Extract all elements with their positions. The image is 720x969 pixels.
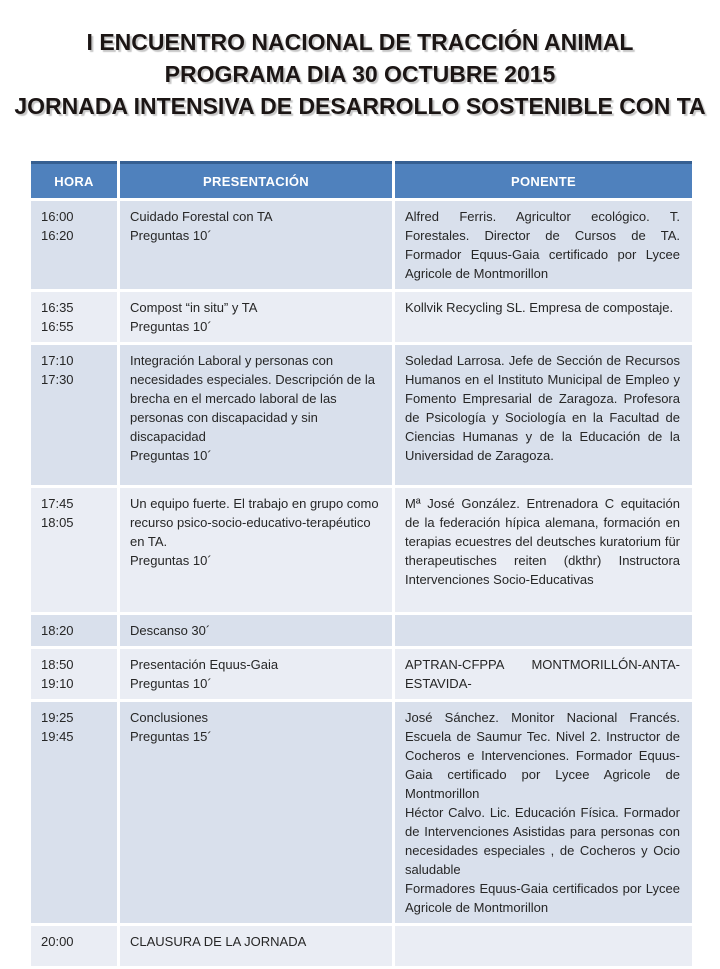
schedule-row [31, 649, 692, 699]
presentacion-cell [120, 345, 392, 485]
presentacion-line: Preguntas 10´ [130, 448, 212, 463]
schedule-row [31, 926, 692, 966]
hora-cell [31, 649, 117, 699]
ponente-paragraph: Kollvik Recycling SL. Empresa de compostaje. [405, 300, 674, 315]
hora-cell [31, 615, 117, 646]
presentacion-line: Preguntas 10´ [130, 676, 212, 691]
presentacion-cell [120, 702, 392, 923]
presentacion-line: Conclusiones [130, 710, 209, 725]
schedule-table [28, 158, 695, 969]
ponente-cell [395, 702, 692, 923]
column-header-hora: HORA [31, 161, 117, 198]
table-body [31, 201, 692, 966]
column-header-ponente: PONENTE [395, 161, 692, 198]
presentacion-line: Descanso 30´ [130, 623, 211, 638]
ponente-cell [395, 488, 692, 612]
hora-line: 19:45 [41, 729, 74, 744]
hora-line: 18:20 [41, 623, 74, 638]
page-title [0, 0, 720, 122]
hora-line: 20:00 [41, 934, 74, 949]
column-header-presentacion: PRESENTACIÓN [120, 161, 392, 198]
hora-line: 16:20 [41, 228, 74, 243]
hora-line: 16:35 [41, 300, 74, 315]
schedule-row [31, 345, 692, 485]
hora-line: 16:00 [41, 209, 74, 224]
presentacion-cell [120, 488, 392, 612]
hora-line: 17:10 [41, 353, 74, 368]
hora-cell [31, 345, 117, 485]
ponente-cell [395, 615, 692, 646]
hora-line: 19:10 [41, 676, 74, 691]
hora-cell [31, 201, 117, 289]
ponente-cell [395, 649, 692, 699]
header-row [31, 161, 692, 198]
hora-cell [31, 488, 117, 612]
hora-cell [31, 702, 117, 923]
presentacion-line: Preguntas 10´ [130, 553, 212, 568]
ponente-paragraph: José Sánchez. Monitor Nacional Francés. Escuela de Saumur Tec. Nivel 2. Instructor de Cocheros e Intervenciones. Formador Equus-Gaia certificado por Lycee Agricole de Montmorillon [405, 710, 680, 801]
presentacion-line: Preguntas 10´ [130, 228, 212, 243]
hora-line: 17:30 [41, 372, 74, 387]
hora-line: 17:45 [41, 496, 74, 511]
schedule-row [31, 488, 692, 612]
ponente-cell [395, 345, 692, 485]
hora-line: 18:05 [41, 515, 74, 530]
presentacion-line: Preguntas 10´ [130, 319, 212, 334]
presentacion-line: Compost “in situ” y TA [130, 300, 258, 315]
ponente-paragraph: Soledad Larrosa. Jefe de Sección de Recursos Humanos en el Instituto Municipal de Empleo y Fomento Empresarial de Zaragoza. Profesora de Psicología y Sociología en la Facultad de Ciencias Humanas y de la Educación de la Universidad de Zaragoza. [405, 353, 680, 463]
presentacion-line: Integración Laboral y personas con necesidades especiales. Descripción de la brecha en el mercado laboral de las personas con discapacidad y sin discapacidad [130, 353, 375, 444]
table-header [31, 161, 692, 198]
presentacion-cell [120, 649, 392, 699]
presentacion-line: Cuidado Forestal con TA [130, 209, 273, 224]
presentacion-cell [120, 926, 392, 966]
presentacion-cell [120, 292, 392, 342]
title-line-1: I ENCUENTRO NACIONAL DE TRACCIÓN ANIMAL [86, 29, 634, 55]
hora-cell [31, 926, 117, 966]
ponente-paragraph: Mª José González. Entrenadora C equitación de la federación hípica alemana, formación en terapias ecuestres del deutsches kuratorium für therapeutisches reiten (dkthr) Instructora Intervenciones Socio-Educativas [405, 496, 680, 587]
schedule-row [31, 201, 692, 289]
presentacion-line: Un equipo fuerte. El trabajo en grupo como recurso psico-socio-educativo-terapéutico en TA. [130, 496, 379, 549]
schedule-row [31, 615, 692, 646]
hora-line: 18:50 [41, 657, 74, 672]
ponente-paragraph: APTRAN-CFPPA MONTMORILLÓN-ANTA-ESTAVIDA- [405, 657, 680, 691]
ponente-paragraph: Héctor Calvo. Lic. Educación Física. Formador de Intervenciones Asistidas para personas con necesidades especiales , de Cocheros y Ocio saludable [405, 805, 680, 877]
ponente-cell [395, 926, 692, 966]
presentacion-cell [120, 201, 392, 289]
schedule-row [31, 702, 692, 923]
presentacion-cell [120, 615, 392, 646]
ponente-paragraph: Alfred Ferris. Agricultor ecológico. T. Forestales. Director de Cursos de TA. Formador Equus-Gaia certificado por Lycee Agricole de Montmorillon [405, 209, 680, 281]
presentacion-line: Presentación Equus-Gaia [130, 657, 279, 672]
ponente-paragraph: Formadores Equus-Gaia certificados por Lycee Agricole de Montmorillon [405, 881, 680, 915]
hora-cell [31, 292, 117, 342]
ponente-cell [395, 292, 692, 342]
title-line-2: PROGRAMA DIA 30 OCTUBRE 2015 [164, 61, 556, 87]
presentacion-line: Preguntas 15´ [130, 729, 212, 744]
presentacion-line: CLAUSURA DE LA JORNADA [130, 934, 307, 949]
title-line-3: JORNADA INTENSIVA DE DESARROLLO SOSTENIBLE CON TA [14, 93, 706, 119]
hora-line: 19:25 [41, 710, 74, 725]
hora-line: 16:55 [41, 319, 74, 334]
ponente-cell [395, 201, 692, 289]
schedule-row [31, 292, 692, 342]
